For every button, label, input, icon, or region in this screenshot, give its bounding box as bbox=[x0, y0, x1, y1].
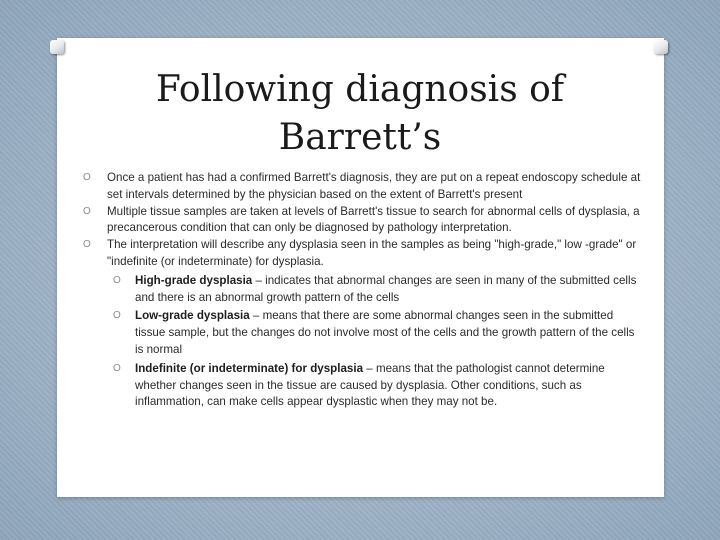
pin-icon bbox=[50, 40, 64, 54]
slide-title-line: Barrett’s bbox=[278, 117, 442, 158]
slide-body bbox=[83, 170, 643, 411]
bullet-text: Once a patient has had a confirmed Barrett's diagnosis, they are put on a repeat endoscopy schedule at set intervals determined by the physician based on the extent of Barrett's present bbox=[107, 171, 641, 201]
bullet-item bbox=[83, 204, 643, 238]
pin-icon bbox=[654, 40, 668, 54]
bullet-icon: O bbox=[113, 362, 121, 374]
bullet-icon: O bbox=[113, 310, 121, 322]
bullet-icon: O bbox=[83, 172, 91, 183]
bullet-icon: O bbox=[113, 274, 121, 286]
bullet-item bbox=[83, 237, 643, 271]
sub-bullet-text: – means that there are some abnormal changes seen in the submitted tissue sample, but the changes do not involve most of the cells and the growth pattern of the cells is normal bbox=[135, 309, 635, 356]
sub-bullet-item bbox=[113, 361, 643, 411]
bullet-item bbox=[83, 170, 643, 204]
slide-title bbox=[0, 66, 720, 162]
slide-title-line: Following diagnosis of bbox=[155, 69, 565, 110]
bullet-text: Multiple tissue samples are taken at levels of Barrett's tissue to search for abnormal cells of dysplasia, a precancerous condition that can only be diagnosed by pathology interpretation. bbox=[107, 204, 640, 235]
sub-bullet-text: – means that the pathologist cannot determine whether changes seen in the tissue are caused by dysplasia. Other conditions, such as inflammation, can make cells appear dysplastic when they may not be. bbox=[135, 361, 605, 409]
bullet-icon: O bbox=[83, 205, 91, 217]
sub-bullet-text: – indicates that abnormal changes are seen in many of the submitted cells and there is an abnormal growth pattern of the cells bbox=[135, 273, 637, 304]
sub-bullet-item bbox=[113, 308, 643, 358]
sub-bullet-item bbox=[113, 273, 643, 307]
sub-bullet-term: High-grade dysplasia bbox=[135, 273, 253, 287]
bullet-icon: O bbox=[83, 239, 91, 251]
sub-bullet-term: Indefinite (or indeterminate) for dysplasia bbox=[135, 361, 364, 375]
bullet-text: The interpretation will describe any dysplasia seen in the samples as being "high-grade," low -grade" or "indefinite (or indeterminate) for dysplasia. bbox=[107, 238, 637, 268]
sub-bullet-term: Low-grade dysplasia bbox=[135, 309, 250, 323]
